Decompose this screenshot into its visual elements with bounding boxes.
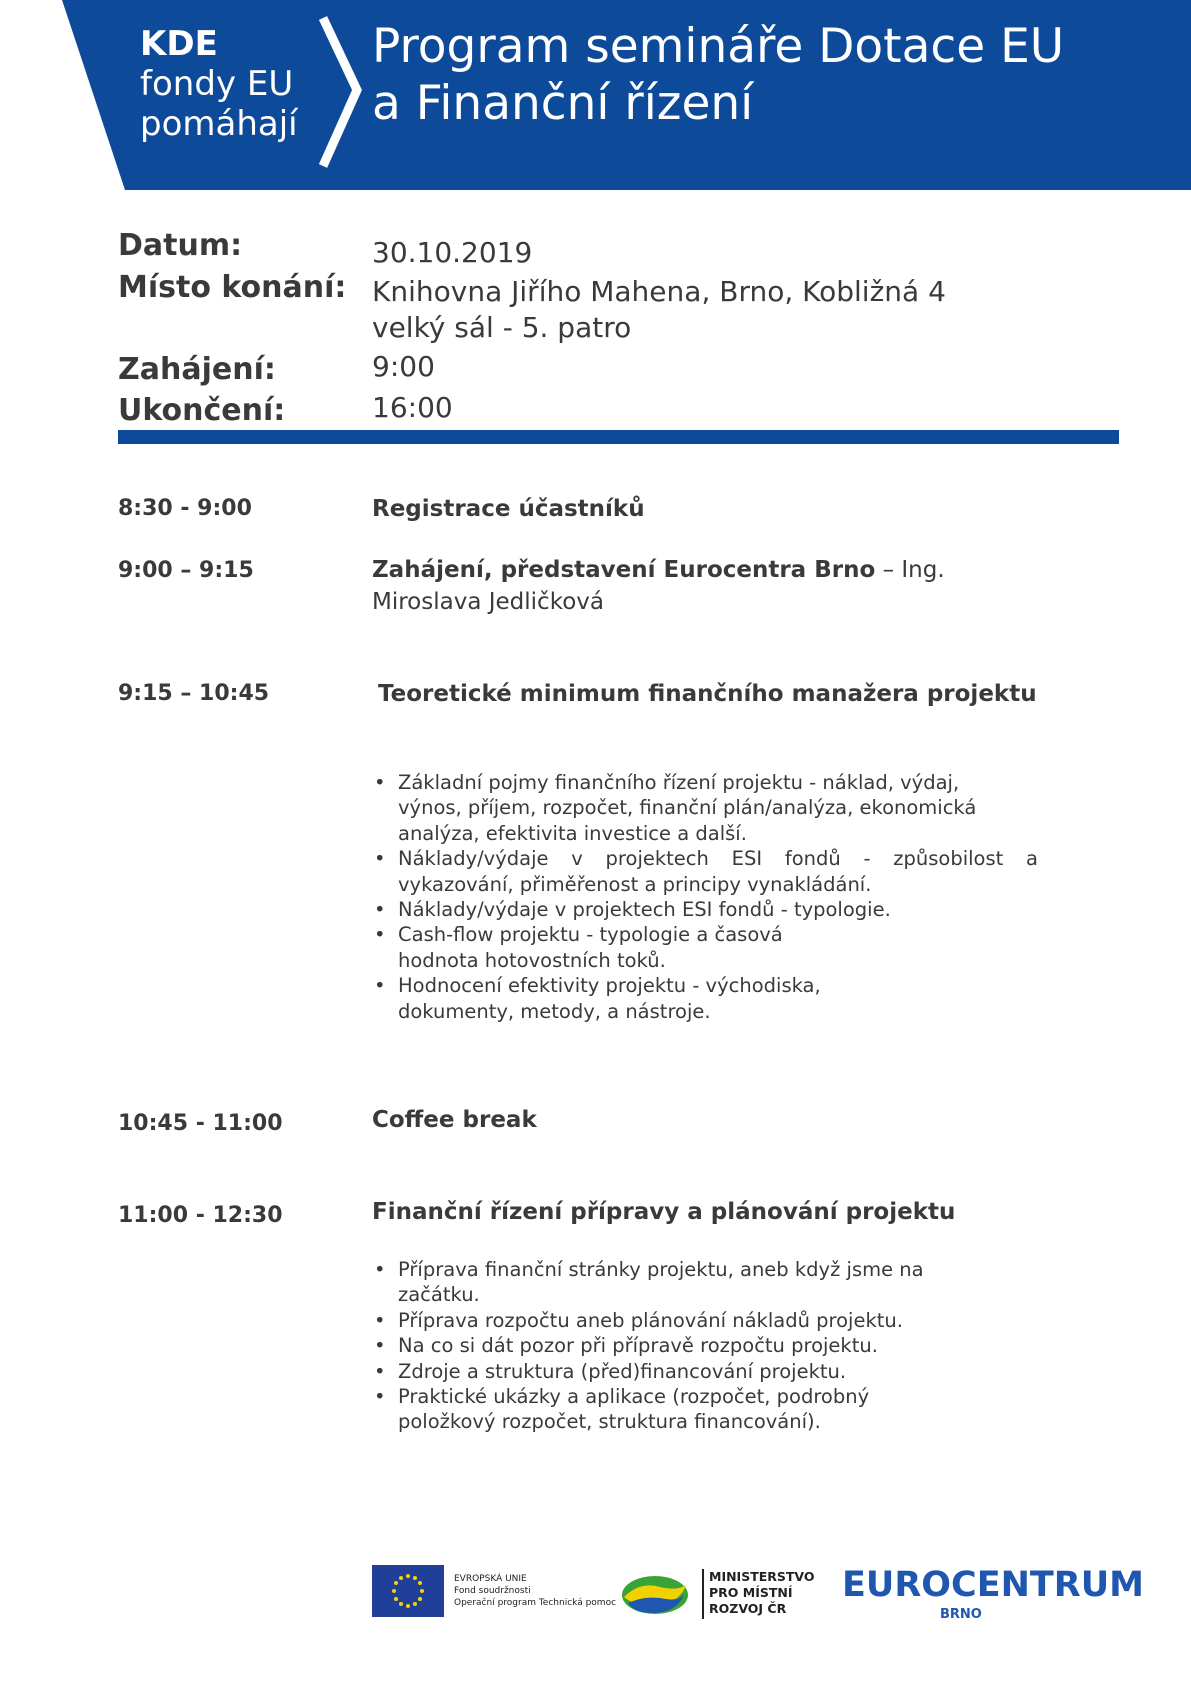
schedule-title-3: Teoretické minimum finančního manažera projektu <box>378 681 1037 707</box>
list-item: • Příprava rozpočtu aneb plánování nákladů projektu. <box>398 1308 998 1333</box>
page-title-line-1: Program semináře Dotace EU <box>372 19 1065 74</box>
brand-line-3: pomáhají <box>140 104 298 144</box>
date-value: 30.10.2019 <box>372 236 533 269</box>
list-item: • Zdroje a struktura (před)financování projektu. <box>398 1359 998 1384</box>
schedule-title-4: Coffee break <box>372 1107 537 1133</box>
schedule-title-2 <box>372 554 1032 618</box>
eu-line-2: Fond soudržnosti <box>454 1586 531 1596</box>
schedule-time-4: 10:45 - 11:00 <box>118 1111 283 1136</box>
schedule-bullets-5 <box>372 1257 998 1435</box>
mmr-line-3: ROZVOJ ČR <box>709 1601 787 1616</box>
mmr-divider <box>702 1569 704 1619</box>
place-value-line-2: velký sál - 5. patro <box>372 311 632 344</box>
brand-line-1: KDE <box>140 24 218 64</box>
mmr-line-1: MINISTERSTVO <box>709 1569 815 1584</box>
list-item: • Praktické ukázky a aplikace (rozpočet, podrobný položkový rozpočet, struktura financování). <box>398 1384 938 1435</box>
list-item: • Na co si dát pozor při přípravě rozpočtu projektu. <box>398 1333 998 1358</box>
schedule-time-2: 9:00 – 9:15 <box>118 558 254 583</box>
section-divider <box>118 430 1119 444</box>
page-title-line-2: a Finanční řízení <box>372 76 754 131</box>
date-label: Datum: <box>118 228 243 263</box>
eu-line-3: Operační program Technická pomoc <box>454 1598 617 1608</box>
footer-logos <box>372 1565 1142 1625</box>
start-label: Zahájení: <box>118 352 276 387</box>
brand-logo <box>140 24 298 144</box>
schedule-title-2-text: Zahájení, představení Eurocentra Brno <box>372 557 876 583</box>
list-item: • Náklady/výdaje v projektech ESI fondů - typologie. <box>398 897 1038 922</box>
place-label: Místo konání: <box>118 270 347 305</box>
start-value: 9:00 <box>372 350 435 383</box>
schedule-speaker-2: – Ing. Miroslava Jedličková <box>372 557 945 615</box>
end-label: Ukončení: <box>118 393 286 428</box>
page-title <box>372 18 1064 132</box>
mmr-text <box>709 1569 815 1617</box>
list-item: • Hodnocení efektivity projektu - východiska, dokumenty, metody, a nástroje. <box>398 973 888 1024</box>
brand-line-2: fondy EU <box>140 64 294 104</box>
mmr-line-2: PRO MÍSTNÍ <box>709 1585 793 1600</box>
end-value: 16:00 <box>372 391 453 424</box>
schedule-title-1: Registrace účastníků <box>372 496 645 522</box>
place-value-line-1: Knihovna Jiřího Mahena, Brno, Kobližná 4 <box>372 275 946 308</box>
list-item: • Příprava finanční stránky projektu, aneb když jsme na začátku. <box>398 1257 978 1308</box>
schedule-bullets-3 <box>372 770 1038 1024</box>
list-item: • Náklady/výdaje v projektech ESI fondů - způsobilost a vykazování, přiměřenost a principy vynakládání. <box>398 846 1038 897</box>
eu-text <box>454 1573 616 1609</box>
schedule-time-5: 11:00 - 12:30 <box>118 1203 283 1228</box>
list-item: • Cash-flow projektu - typologie a časová hodnota hotovostních toků. <box>398 922 838 973</box>
eurocentrum-city: BRNO <box>940 1607 982 1622</box>
eu-flag-icon <box>372 1565 444 1617</box>
mmr-logo-icon <box>620 1573 690 1617</box>
schedule-title-5: Finanční řízení přípravy a plánování projektu <box>372 1199 956 1225</box>
schedule-time-3: 9:15 – 10:45 <box>118 681 270 706</box>
eu-line-1: EVROPSKÁ UNIE <box>454 1574 527 1584</box>
eurocentrum-logo: EUROCENTRUM <box>842 1565 1144 1605</box>
list-item: • Základní pojmy finančního řízení projektu - náklad, výdaj, výnos, příjem, rozpočet, finanční plán/analýza, ekonomická analýza, efektivita investice a další. <box>398 770 978 846</box>
schedule-time-1: 8:30 - 9:00 <box>118 496 252 521</box>
